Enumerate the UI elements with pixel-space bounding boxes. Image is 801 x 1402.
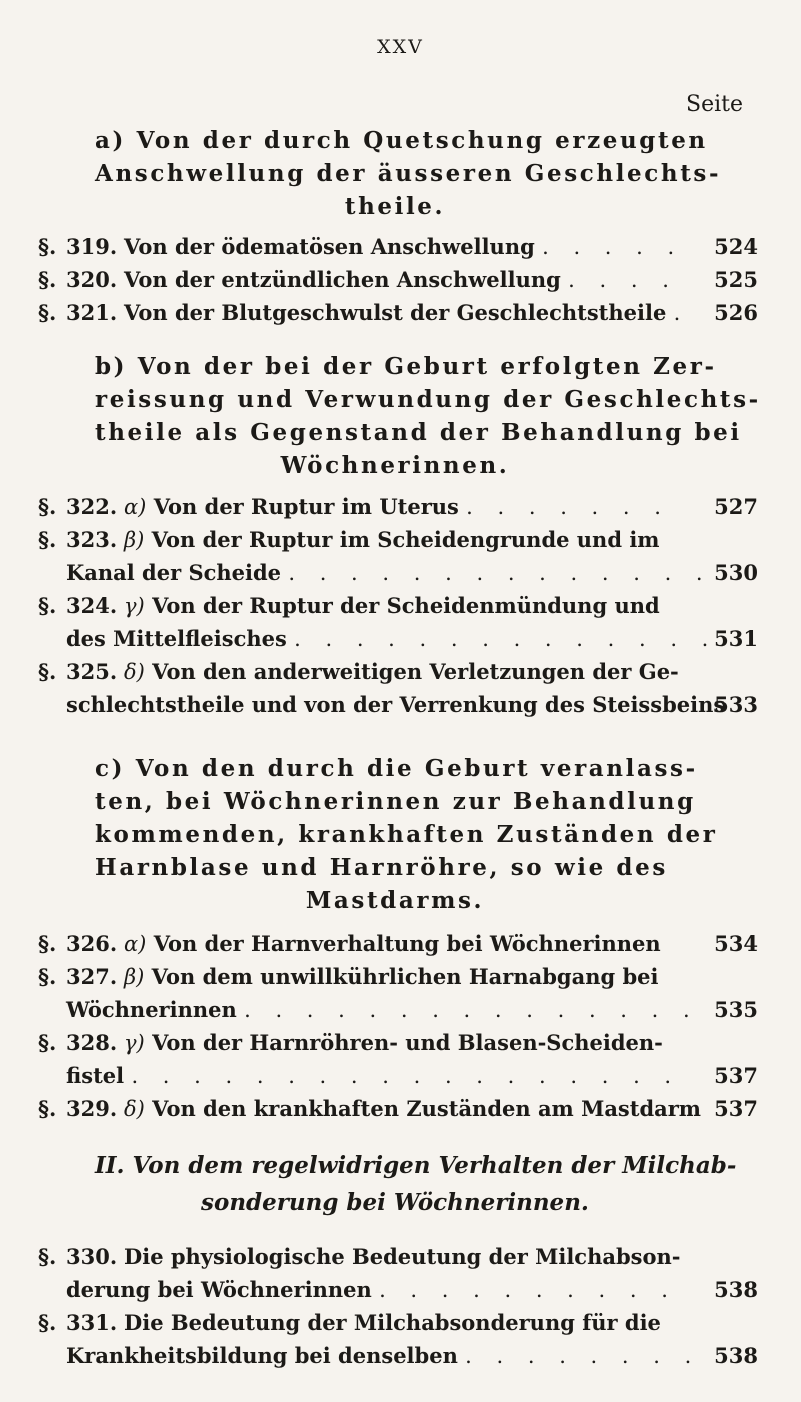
entry-page-number: 531 (714, 626, 758, 651)
entry-page-number: 524 (714, 234, 758, 259)
section-ii-heading-line: II. Von dem regelwidrigen Verhalten der Milchab- (95, 1152, 737, 1179)
entry-number: 321. (66, 300, 118, 325)
leader-dots: . . . . . (542, 235, 684, 259)
entry-number: 319. (66, 234, 118, 259)
entry-page-number: 534 (714, 931, 758, 956)
section-c-heading-line: c) Von den durch die Geburt veranlass- (95, 755, 698, 782)
entry-number: 329. (66, 1096, 118, 1121)
paragraph-sign: §. (38, 931, 57, 956)
entry-title: β) Von dem unwillkührlichen Harnabgang bei (124, 964, 659, 989)
section-b-heading-line: reissung und Verwundung der Geschlechts- (95, 386, 761, 413)
paragraph-sign: §. (38, 234, 57, 259)
entry-continuation: des Mittelfleisches . . . . . . . . . . . . . . (66, 626, 718, 651)
entry-number: 328. (66, 1030, 118, 1055)
toc-entry-320 (38, 263, 758, 296)
section-c-heading (95, 752, 718, 917)
leader-dots: . (673, 301, 690, 325)
entry-page-number: 535 (714, 997, 758, 1022)
section-c-heading-line: kommenden, krankhaften Zuständen der (95, 821, 718, 848)
entry-title: γ) Von der Harnröhren- und Blasen-Scheiden- (124, 1030, 663, 1055)
paragraph-sign: §. (38, 494, 57, 519)
section-c-heading-line: Mastdarms. (305, 887, 485, 914)
entry-number: 331. (66, 1310, 118, 1335)
section-a-heading (95, 124, 722, 223)
entry-page-number: 538 (714, 1343, 758, 1368)
entry-page-number: 530 (714, 560, 758, 585)
entry-title: Von der ödematösen Anschwellung . . . . . (124, 234, 684, 259)
toc-entry-325 (38, 655, 758, 721)
entry-title: Von der entzündlichen Anschwellung . . . . (124, 267, 678, 292)
entry-continuation: derung bei Wöchnerinnen . . . . . . . . . . (66, 1277, 677, 1302)
section-a-heading-line: Anschwellung der äusseren Geschlechts- (95, 160, 722, 187)
entry-title: δ) Von den krankhaften Zuständen am Mastdarm (124, 1096, 702, 1121)
toc-entry-324 (38, 589, 758, 655)
entry-number: 320. (66, 267, 118, 292)
paragraph-sign: §. (38, 1030, 57, 1055)
paragraph-sign: §. (38, 267, 57, 292)
entry-continuation: schlechtstheile und von der Verrenkung des Steissbeins (66, 692, 726, 717)
entry-title: α) Von der Ruptur im Uterus . . . . . . . (124, 494, 670, 519)
entry-title: γ) Von der Ruptur der Scheidenmündung und (124, 593, 660, 618)
toc-entry-328 (38, 1026, 758, 1092)
section-b-heading-line: b) Von der bei der Geburt erfolgten Zer- (95, 353, 717, 380)
leader-dots: . . . . . . . . (465, 1344, 701, 1368)
section-a-heading-line: theile. (344, 193, 446, 220)
section-c-heading-line: ten, bei Wöchnerinnen zur Behandlung (95, 788, 696, 815)
entry-number: 327. (66, 964, 118, 989)
section-b-heading-line: theile als Gegenstand der Behandlung bei (95, 419, 742, 446)
toc-entry-331 (38, 1306, 758, 1372)
section-a-heading-line: a) Von der durch Quetschung erzeugten (95, 127, 708, 154)
leader-dots: . . . . . . . . . . . . . . (288, 561, 712, 585)
entry-continuation: fistel . . . . . . . . . . . . . . . . . . (66, 1063, 681, 1088)
entry-page-number: 538 (714, 1277, 758, 1302)
section-ii-heading-line: sonderung bei Wöchnerinnen. (201, 1189, 589, 1216)
paragraph-sign: §. (38, 1096, 57, 1121)
toc-entry-330 (38, 1240, 758, 1306)
leader-dots: . . . . . . . . . . (379, 1278, 677, 1302)
paragraph-sign: §. (38, 659, 57, 684)
entry-number: 324. (66, 593, 118, 618)
entry-page-number: 526 (714, 300, 758, 325)
entry-number: 325. (66, 659, 118, 684)
toc-entry-321 (38, 296, 758, 329)
entry-page-number: 537 (714, 1096, 758, 1121)
toc-entry-319 (38, 230, 758, 263)
entry-title: Die physiologische Bedeutung der Milchabson- (124, 1244, 681, 1269)
paragraph-sign: §. (38, 1310, 57, 1335)
leader-dots: . . . . (568, 268, 678, 292)
entry-title: Die Bedeutung der Milchabsonderung für die (124, 1310, 661, 1335)
paragraph-sign: §. (38, 527, 57, 552)
page-roman-numeral: XXV (377, 36, 424, 58)
entry-number: 326. (66, 931, 118, 956)
section-ii-heading (95, 1147, 737, 1221)
paragraph-sign: §. (38, 593, 57, 618)
entry-page-number: 533 (714, 692, 758, 717)
section-b-heading (95, 350, 761, 482)
toc-entry-323 (38, 523, 758, 589)
entry-title: Von der Blutgeschwulst der Geschlechtstheile . (124, 300, 690, 325)
toc-entry-329 (38, 1092, 758, 1125)
paragraph-sign: §. (38, 300, 57, 325)
entry-title: δ) Von den anderweitigen Verletzungen der Ge- (124, 659, 679, 684)
entry-number: 323. (66, 527, 118, 552)
toc-entry-326 (38, 927, 758, 960)
entry-number: 330. (66, 1244, 118, 1269)
entry-page-number: 537 (714, 1063, 758, 1088)
entry-continuation: Kanal der Scheide . . . . . . . . . . . . . . (66, 560, 712, 585)
entry-page-number: 527 (714, 494, 758, 519)
paragraph-sign: §. (38, 1244, 57, 1269)
entry-continuation: Krankheitsbildung bei denselben . . . . . . . . (66, 1343, 701, 1368)
leader-dots: . . . . . . . . . . . . . . (294, 627, 718, 651)
seite-label: Seite (686, 92, 743, 117)
toc-entry-322 (38, 490, 758, 523)
toc-entry-327 (38, 960, 758, 1026)
entry-title: β) Von der Ruptur im Scheidengrunde und im (124, 527, 660, 552)
entry-number: 322. (66, 494, 118, 519)
entry-title: α) Von der Harnverhaltung bei Wöchnerinnen (124, 931, 661, 956)
entry-continuation: Wöchnerinnen . . . . . . . . . . . . . . . (66, 997, 699, 1022)
paragraph-sign: §. (38, 964, 57, 989)
section-c-heading-line: Harnblase und Harnröhre, so wie des (95, 854, 668, 881)
entry-page-number: 525 (714, 267, 758, 292)
leader-dots: . . . . . . . . . . . . . . . (244, 998, 699, 1022)
leader-dots: . . . . . . . (466, 495, 670, 519)
leader-dots: . . . . . . . . . . . . . . . . . . (131, 1064, 681, 1088)
section-b-heading-line: Wöchnerinnen. (280, 452, 510, 479)
